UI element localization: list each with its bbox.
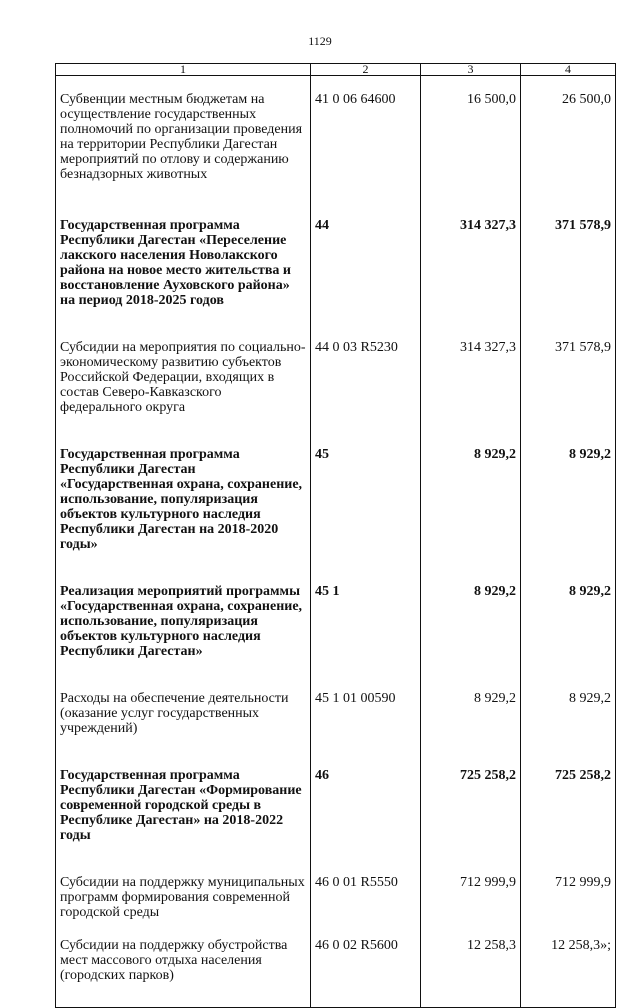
- header-col-1: 1: [56, 64, 311, 76]
- header-col-3: 3: [421, 64, 521, 76]
- row-name: Государственная программа Республики Дагестан «Государственная охрана, сохранение, использование, популяризация объектов культурного наследия Республики Дагестан на 2018-2020 годы»: [56, 447, 311, 584]
- table-row: [56, 768, 616, 875]
- row-name: Реализация мероприятий программы «Государственная охрана, сохранение, использование, популяризация объектов культурного наследия Республики Дагестан»: [56, 584, 311, 691]
- row-code: 44 0 03 R5230: [311, 340, 421, 447]
- row-sum-col-3: 12 258,3: [421, 938, 521, 1008]
- row-name: Субвенции местным бюджетам на осуществление государственных полномочий по организации проведения на территории Республики Дагестан мероприятий по отлову и содержанию безнадзорных животных: [56, 76, 311, 219]
- row-name: Государственная программа Республики Дагестан «Формирование современной городской среды в Республике Дагестан» на 2018-2022 годы: [56, 768, 311, 875]
- row-sum-col-3: 314 327,3: [421, 340, 521, 447]
- table-row: [56, 76, 616, 219]
- row-code: 45: [311, 447, 421, 584]
- row-sum-col-3: 16 500,0: [421, 76, 521, 219]
- row-code: 45 1: [311, 584, 421, 691]
- table-row: [56, 875, 616, 938]
- row-code: 44: [311, 218, 421, 340]
- row-sum-col-4: 12 258,3»;: [521, 938, 616, 1008]
- row-name: Субсидии на поддержку обустройства мест массового отдыха населения (городских парков): [56, 938, 311, 1008]
- row-sum-col-3: 8 929,2: [421, 447, 521, 584]
- table-row: [56, 584, 616, 691]
- row-sum-col-4: 8 929,2: [521, 584, 616, 691]
- table-row: [56, 340, 616, 447]
- row-sum-col-4: 725 258,2: [521, 768, 616, 875]
- budget-table: [55, 63, 616, 1008]
- row-sum-col-4: 371 578,9: [521, 218, 616, 340]
- row-sum-col-3: 8 929,2: [421, 691, 521, 768]
- row-name: Субсидии на поддержку муниципальных программ формирования современной городской среды: [56, 875, 311, 938]
- row-sum-col-3: 725 258,2: [421, 768, 521, 875]
- row-code: 46: [311, 768, 421, 875]
- row-code: 46 0 02 R5600: [311, 938, 421, 1008]
- table-row: [56, 447, 616, 584]
- row-sum-col-3: 314 327,3: [421, 218, 521, 340]
- table-row: [56, 938, 616, 1008]
- row-name: Расходы на обеспечение деятельности (оказание услуг государственных учреждений): [56, 691, 311, 768]
- row-sum-col-3: 8 929,2: [421, 584, 521, 691]
- row-name: Государственная программа Республики Дагестан «Переселение лакского населения Новолакского района на новое место жительства и восстановление Ауховского района» на период 2018-2025 годов: [56, 218, 311, 340]
- row-sum-col-4: 8 929,2: [521, 447, 616, 584]
- row-sum-col-4: 712 999,9: [521, 875, 616, 938]
- table-row: [56, 691, 616, 768]
- row-sum-col-4: 371 578,9: [521, 340, 616, 447]
- header-row: [56, 64, 616, 76]
- header-col-2: 2: [311, 64, 421, 76]
- row-code: 45 1 01 00590: [311, 691, 421, 768]
- row-sum-col-4: 26 500,0: [521, 76, 616, 219]
- table-row: [56, 218, 616, 340]
- row-sum-col-3: 712 999,9: [421, 875, 521, 938]
- row-code: 41 0 06 64600: [311, 76, 421, 219]
- page-number: 1129: [308, 34, 332, 48]
- row-sum-col-4: 8 929,2: [521, 691, 616, 768]
- row-code: 46 0 01 R5550: [311, 875, 421, 938]
- header-col-4: 4: [521, 64, 616, 76]
- row-name: Субсидии на мероприятия по социально-экономическому развитию субъектов Российской Федерации, входящих в состав Северо-Кавказского федерального округа: [56, 340, 311, 447]
